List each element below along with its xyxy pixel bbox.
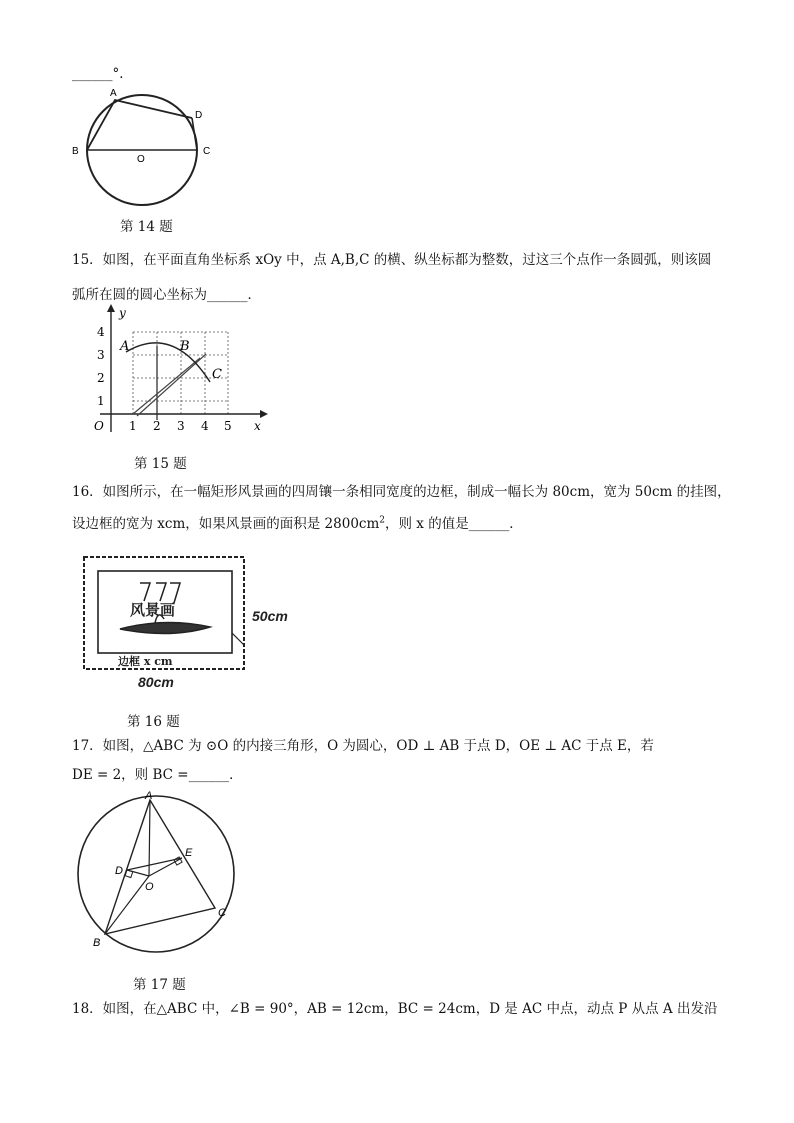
q16-superscript: 2 <box>379 515 386 526</box>
q16-width-marker <box>232 633 244 645</box>
q16-border-label: 边框 x cm <box>118 655 173 668</box>
q17-label-b: B <box>93 937 101 949</box>
q15-line1: 15．如图，在平面直角坐标系 xOy 中，点 A,B,C 的横、纵坐标都为整数，过这三个点作一条圆弧，则该圆 <box>72 252 712 268</box>
q15-point-c: C <box>212 367 222 382</box>
q15-y-tick-1: 1 <box>97 394 105 408</box>
q17-circle <box>78 796 234 952</box>
q17-label-o: O <box>145 881 154 893</box>
q17-line2 <box>72 763 243 783</box>
q16-line2 <box>72 512 523 532</box>
q15-x-tick-5: 5 <box>224 419 232 433</box>
q16-blank: ______ <box>468 516 510 532</box>
q15-origin-label: O <box>94 419 104 433</box>
q15-x-arrow <box>260 410 268 418</box>
q16-line2-prefix: 设边框的宽为 xcm，如果风景画的面积是 2800cm <box>72 516 380 532</box>
q17-label-c: C <box>218 907 226 919</box>
q14-label-a: A <box>110 88 117 99</box>
q14-blank: ______ <box>72 66 113 82</box>
q15-x-tick-2: 2 <box>153 419 161 433</box>
q15-line2-prefix: 弧所在圆的圆心坐标为 <box>72 287 207 303</box>
q15-y-axis-label: y <box>119 306 126 320</box>
q15-x-tick-3: 3 <box>177 419 185 433</box>
q15-line2-suffix: ． <box>247 287 261 303</box>
q15-x-tick-4: 4 <box>201 419 209 433</box>
q17-blank: ______ <box>188 767 230 783</box>
q16-frame-figure <box>80 553 320 693</box>
q16-painting-title: 风景画 <box>130 601 176 619</box>
q14-label-b: B <box>72 146 79 157</box>
q17-line2-suffix: ． <box>229 767 243 783</box>
q15-y-arrow <box>107 304 115 312</box>
q14-figure <box>70 78 230 208</box>
q17-caption: 第 17 题 <box>133 977 186 993</box>
q14-chord-dc <box>192 118 197 150</box>
q14-label-d: D <box>195 110 203 121</box>
q17-label-a: A <box>145 790 153 802</box>
q17-label-d: D <box>115 865 123 877</box>
q17-label-e: E <box>185 847 193 859</box>
q15-y-tick-3: 3 <box>97 348 105 362</box>
q14-label-c: C <box>203 146 211 157</box>
q16-line2-mid: ，则 x 的值是 <box>385 516 469 532</box>
q17-right-angle-d <box>125 870 133 878</box>
q18-line1: 18．如图，在△ABC 中，∠B = 90°，AB = 12cm，BC = 24cm，D 是 AC 中点，动点 P 从点 A 出发沿 <box>72 1001 718 1017</box>
q17-segment-oe <box>149 858 182 876</box>
q14-label-o: O <box>137 154 145 165</box>
q16-width-label: 50cm <box>252 608 288 624</box>
q16-line2-suffix: ． <box>509 516 523 532</box>
q15-diagonal-line-1 <box>133 358 200 414</box>
q15-x-tick-1: 1 <box>129 419 137 433</box>
q14-caption: 第 14 题 <box>120 219 173 235</box>
q15-point-b: B <box>180 339 190 354</box>
q15-blank: ______ <box>207 287 248 303</box>
q15-coordinate-figure <box>88 302 278 440</box>
q17-line2-prefix: DE = 2，则 BC = <box>72 767 189 783</box>
q17-inscribed-triangle-figure <box>75 790 250 960</box>
q15-caption: 第 15 题 <box>134 456 187 472</box>
q15-line2 <box>72 283 261 303</box>
q16-length-label: 80cm <box>138 674 174 690</box>
q17-line1: 17．如图，△ABC 为 ⊙O 的内接三角形，O 为圆心，OD ⊥ AB 于点 D，OE ⊥ AC 于点 E，若 <box>72 738 654 754</box>
q15-y-tick-4: 4 <box>97 325 105 339</box>
q14-suffix: °． <box>112 66 133 82</box>
q16-line1: 16．如图所示，在一幅矩形风景画的四周镶一条相同宽度的边框，制成一幅长为 80cm，宽为 50cm 的挂图， <box>72 484 731 500</box>
q15-x-axis-label: x <box>254 419 261 433</box>
q16-caption: 第 16 题 <box>127 714 180 730</box>
q15-y-tick-2: 2 <box>97 371 105 385</box>
q15-point-a: A <box>120 339 130 354</box>
